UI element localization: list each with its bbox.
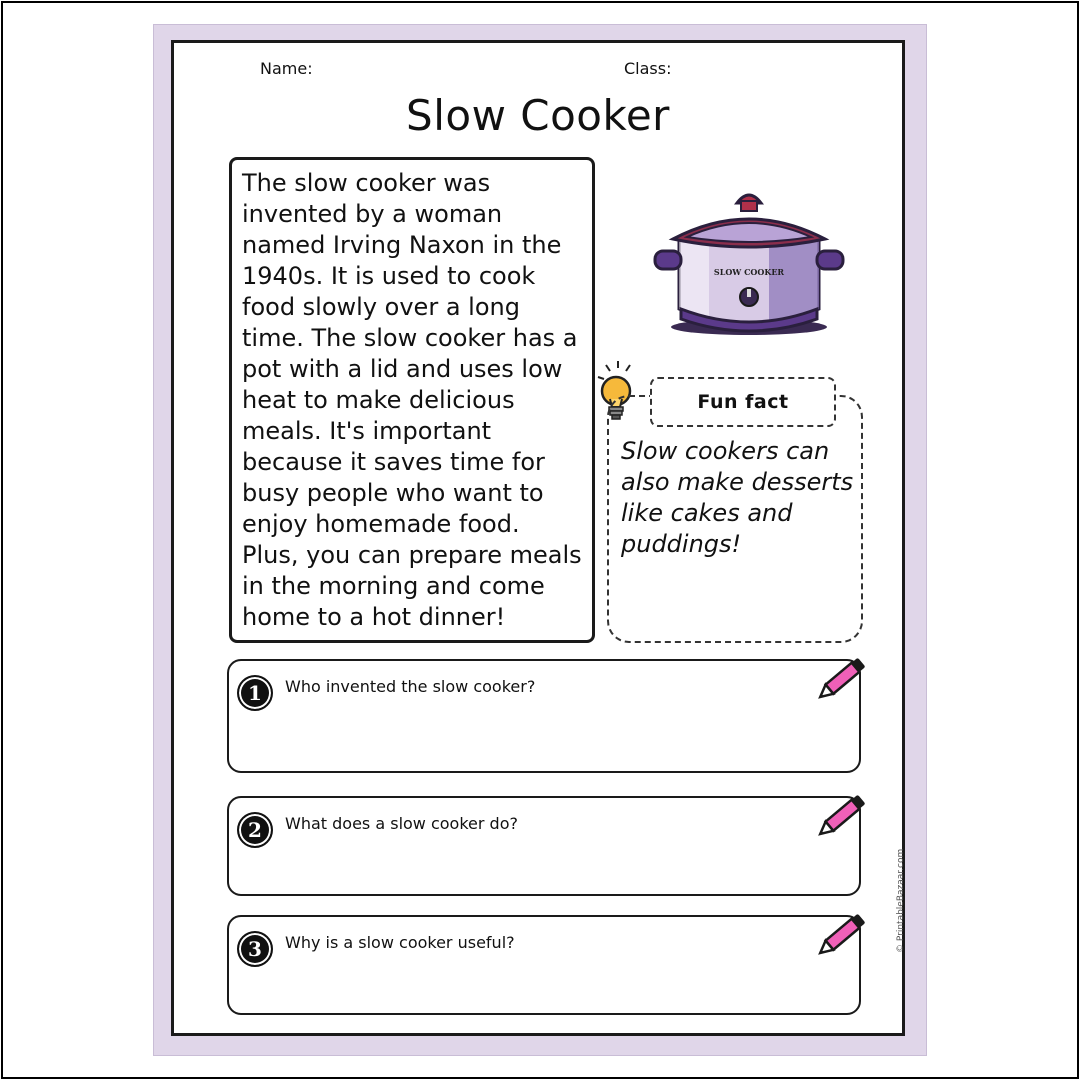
name-label: Name: [260, 59, 313, 78]
question-number: 2 [237, 812, 273, 848]
question-text: Why is a slow cooker useful? [285, 933, 515, 952]
question-number: 1 [237, 675, 273, 711]
fun-fact-text: Slow cookers can also make desserts like cakes and puddings! [621, 437, 854, 558]
class-label: Class: [624, 59, 672, 78]
question-text: Who invented the slow cooker? [285, 677, 536, 696]
worksheet-sheet [153, 24, 927, 1056]
question-3-answer-box[interactable] [227, 915, 861, 1015]
pencil-icon [817, 653, 871, 701]
question-2-answer-box[interactable] [227, 796, 861, 896]
page-title: Slow Cooker [406, 91, 670, 140]
pot-label: SLOW COOKER [713, 267, 785, 277]
slow-cooker-icon [649, 169, 849, 339]
question-number: 3 [237, 931, 273, 967]
worksheet-page [171, 40, 905, 1036]
reading-passage-text: The slow cooker was invented by a woman named Irving Naxon in the 1940s. It is used to cook food slowly over a long time. The slow cooker has a pot with a lid and uses low heat to make delicious meals. It's important because it saves time for busy people who want to enjoy homemade food. Plus, you can prepare meals in the morning and come home to a hot dinner! [242, 169, 582, 631]
fun-fact-title: Fun fact [650, 377, 836, 427]
pencil-icon [817, 909, 871, 957]
reading-passage-box [229, 157, 595, 643]
question-text: What does a slow cooker do? [285, 814, 518, 833]
copyright-notice: © PrintableBazaar.com [896, 848, 906, 953]
pencil-icon [817, 790, 871, 838]
question-1-answer-box[interactable] [227, 659, 861, 773]
